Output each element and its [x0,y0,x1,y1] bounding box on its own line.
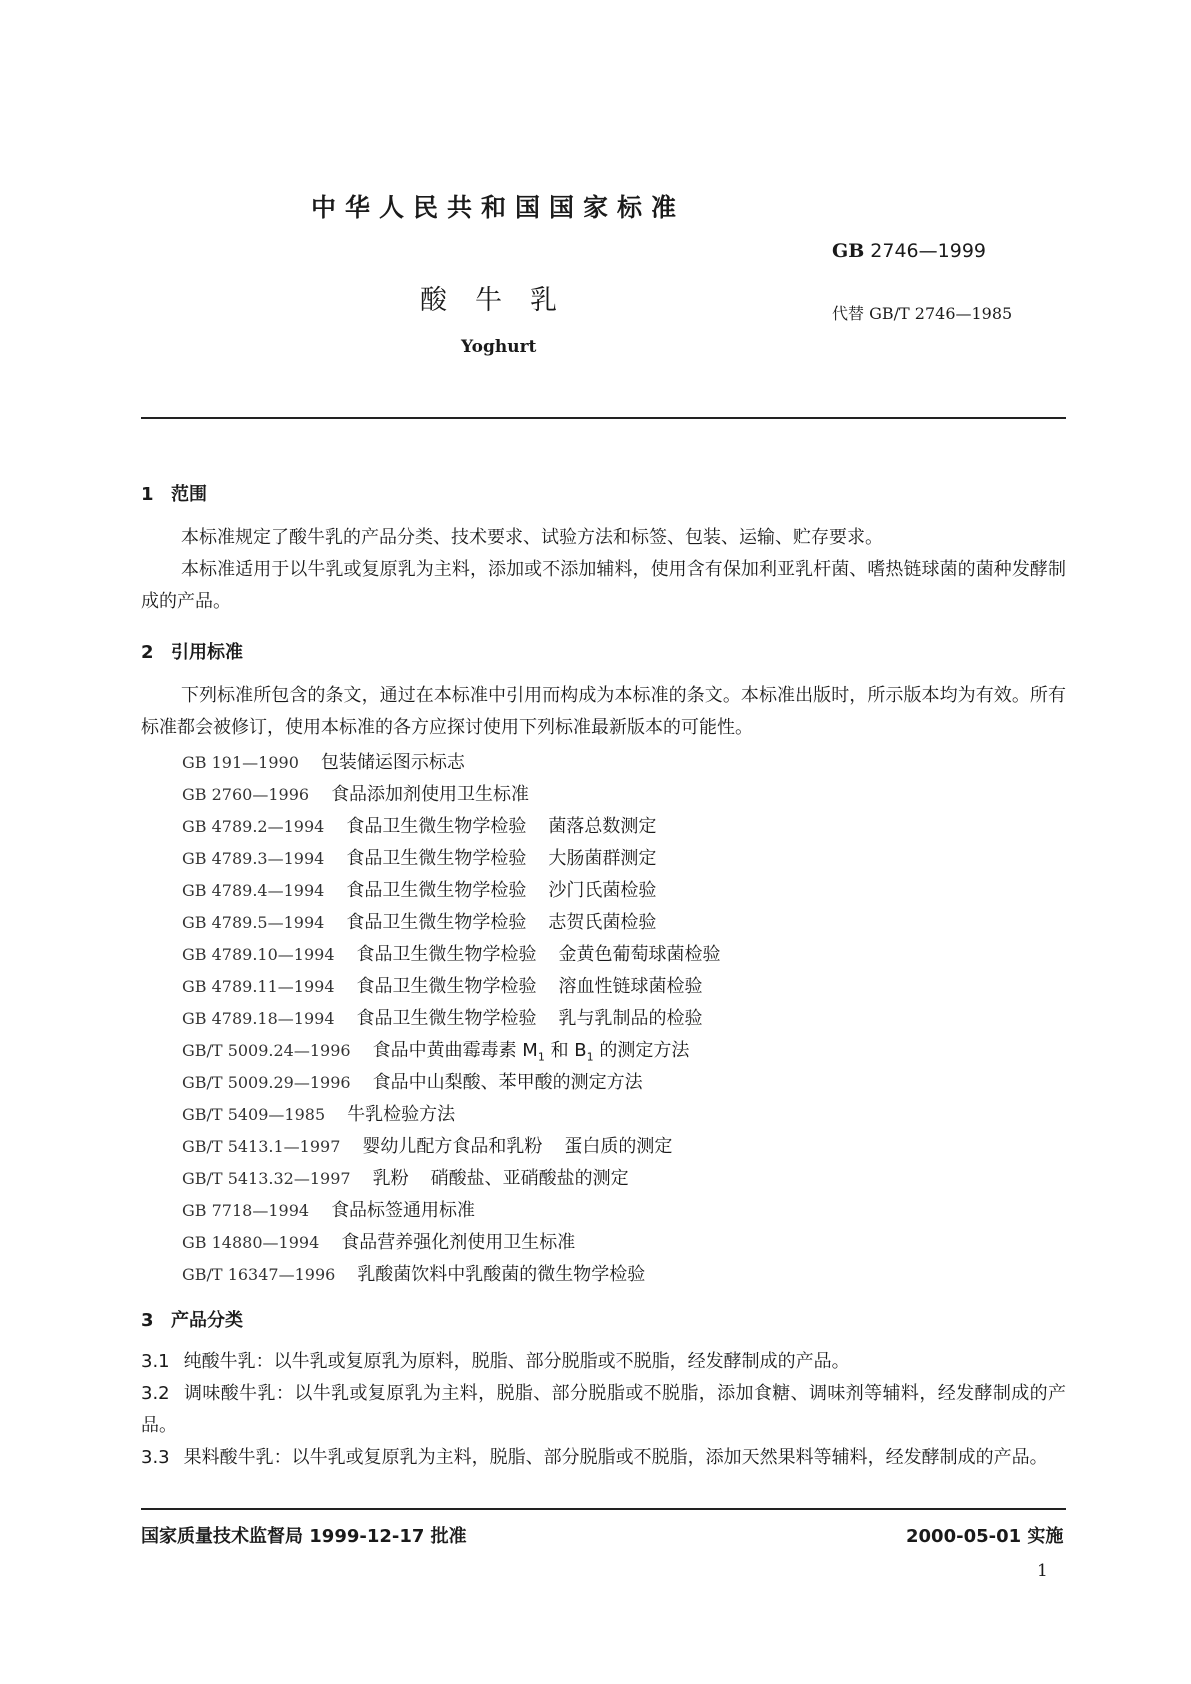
reference-title: 食品卫生微生物学检验 [356,976,537,997]
reference-title: 的测定方法 [593,1040,690,1061]
footer-divider [141,1508,1066,1510]
reference-item [182,876,656,902]
reference-item [182,748,465,774]
section-heading-2 [141,638,243,664]
reference-subtitle: 蛋白质的测定 [564,1136,673,1157]
approval-info: 国家质量技术监督局 1999-12-17 批准 [141,1526,467,1547]
english-title: Yoghurt [461,337,537,357]
header-divider [141,417,1066,419]
reference-item [182,1164,629,1190]
page-number: 1 [1037,1561,1048,1581]
reference-subtitle: 溶血性链球菌检验 [558,976,703,997]
section-number: 3 [141,1310,154,1331]
reference-item [182,780,529,806]
section-number: 1 [141,484,154,505]
reference-title: 食品中山梨酸、苯甲酸的测定方法 [372,1072,643,1093]
reference-code: GB 191—1990 [182,753,299,772]
standard-number [832,240,986,262]
classification-item [141,1442,1066,1474]
reference-title: 食品卫生微生物学检验 [346,816,527,837]
reference-subtitle: 菌落总数测定 [548,816,657,837]
reference-item [182,908,656,934]
reference-title: 食品卫生微生物学检验 [346,880,527,901]
reference-title: 食品卫生微生物学检验 [346,912,527,933]
reference-title: 食品卫生微生物学检验 [356,944,537,965]
item-text: 果料酸牛乳：以牛乳或复原乳为主料，脱脂、部分脱脂或不脱脂，添加天然果料等辅料，经发酵制成的产品。 [183,1447,1048,1468]
standard-number-value: 2746—1999 [870,240,987,262]
reference-title: 食品标签通用标准 [331,1200,476,1221]
section-title: 引用标准 [171,642,243,663]
reference-code: GB/T 5009.24—1996 [182,1041,351,1060]
reference-title: 包装储运图示标志 [320,752,465,773]
reference-subtitle: 大肠菌群测定 [548,848,657,869]
reference-code: GB/T 5009.29—1996 [182,1073,351,1092]
effective-date: 2000-05-01 实施 [906,1526,1064,1547]
section-number: 2 [141,642,154,663]
paragraph: 本标准适用于以牛乳或复原乳为主料，添加或不添加辅料，使用含有保加利亚乳杆菌、嗜热链球菌的菌种发酵制成的产品。 [141,559,1066,612]
item-text: 纯酸牛乳：以牛乳或复原乳为原料，脱脂、部分脱脂或不脱脂，经发酵制成的产品。 [183,1351,850,1372]
reference-item [182,812,656,838]
reference-code: GB 4789.11—1994 [182,977,335,996]
classification-item [141,1378,1066,1442]
reference-title: 食品中黄曲霉毒素 M [372,1040,538,1061]
reference-item [182,1004,703,1030]
item-number: 3.2 [141,1383,170,1404]
reference-title: 食品营养强化剂使用卫生标准 [341,1232,576,1253]
reference-item [182,972,703,998]
reference-title: 和 B [544,1040,587,1061]
reference-code: GB/T 5413.32—1997 [182,1169,351,1188]
reference-code: GB 7718—1994 [182,1201,310,1220]
reference-subtitle: 沙门氏菌检验 [548,880,657,901]
standard-title: 中华人民共和国国家标准 [311,193,686,222]
reference-title: 食品添加剂使用卫生标准 [331,784,530,805]
section-heading-3 [141,1306,243,1332]
replaces-standard: 代替 GB/T 2746—1985 [832,304,1013,323]
reference-title: 食品卫生微生物学检验 [356,1008,537,1029]
reference-item [182,940,721,966]
item-number: 3.1 [141,1351,170,1372]
item-number: 3.3 [141,1447,170,1468]
section-title: 产品分类 [171,1310,243,1331]
standard-prefix: GB [832,240,865,262]
item-text: 调味酸牛乳：以牛乳或复原乳为主料，脱脂、部分脱脂或不脱脂，添加食糖、调味剂等辅料，经发酵制成的产品。 [141,1383,1066,1436]
reference-code: GB 4789.5—1994 [182,913,325,932]
subscript: 1 [586,1050,594,1064]
reference-code: GB/T 5409—1985 [182,1105,326,1124]
reference-code: GB 2760—1996 [182,785,310,804]
reference-title: 食品卫生微生物学检验 [346,848,527,869]
paragraph: 本标准规定了酸牛乳的产品分类、技术要求、试验方法和标签、包装、运输、贮存要求。 [181,527,883,548]
reference-item [182,1260,645,1286]
reference-code: GB 4789.10—1994 [182,945,335,964]
paragraph: 下列标准所包含的条文，通过在本标准中引用而构成为本标准的条文。本标准出版时，所示版本均为有效。所有标准都会被修订，使用本标准的各方应探讨使用下列标准最新版本的可能性。 [141,685,1066,738]
reference-item [182,1228,575,1254]
reference-subtitle: 金黄色葡萄球菌检验 [558,944,721,965]
reference-title: 乳酸菌饮料中乳酸菌的微生物学检验 [357,1264,646,1285]
reference-item [182,1100,455,1126]
reference-item [182,844,656,870]
reference-title: 乳粉 [372,1168,409,1189]
reference-code: GB 4789.3—1994 [182,849,325,868]
reference-code: GB/T 16347—1996 [182,1265,336,1284]
subscript: 1 [537,1050,545,1064]
reference-item [182,1132,672,1158]
section-title: 范围 [171,484,207,505]
section-heading-1 [141,480,207,506]
reference-subtitle: 乳与乳制品的检验 [558,1008,703,1029]
classification-item [141,1346,1066,1378]
reference-code: GB 4789.2—1994 [182,817,325,836]
reference-subtitle: 志贺氏菌检验 [548,912,657,933]
reference-code: GB 4789.4—1994 [182,881,325,900]
reference-subtitle: 硝酸盐、亚硝酸盐的测定 [430,1168,629,1189]
document-title: 酸牛乳 [420,285,585,316]
reference-title: 婴幼儿配方食品和乳粉 [362,1136,543,1157]
reference-item [182,1196,475,1222]
reference-code: GB 4789.18—1994 [182,1009,335,1028]
reference-item [182,1036,689,1064]
reference-code: GB/T 5413.1—1997 [182,1137,341,1156]
reference-item [182,1068,643,1094]
reference-title: 牛乳检验方法 [347,1104,456,1125]
reference-code: GB 14880—1994 [182,1233,320,1252]
